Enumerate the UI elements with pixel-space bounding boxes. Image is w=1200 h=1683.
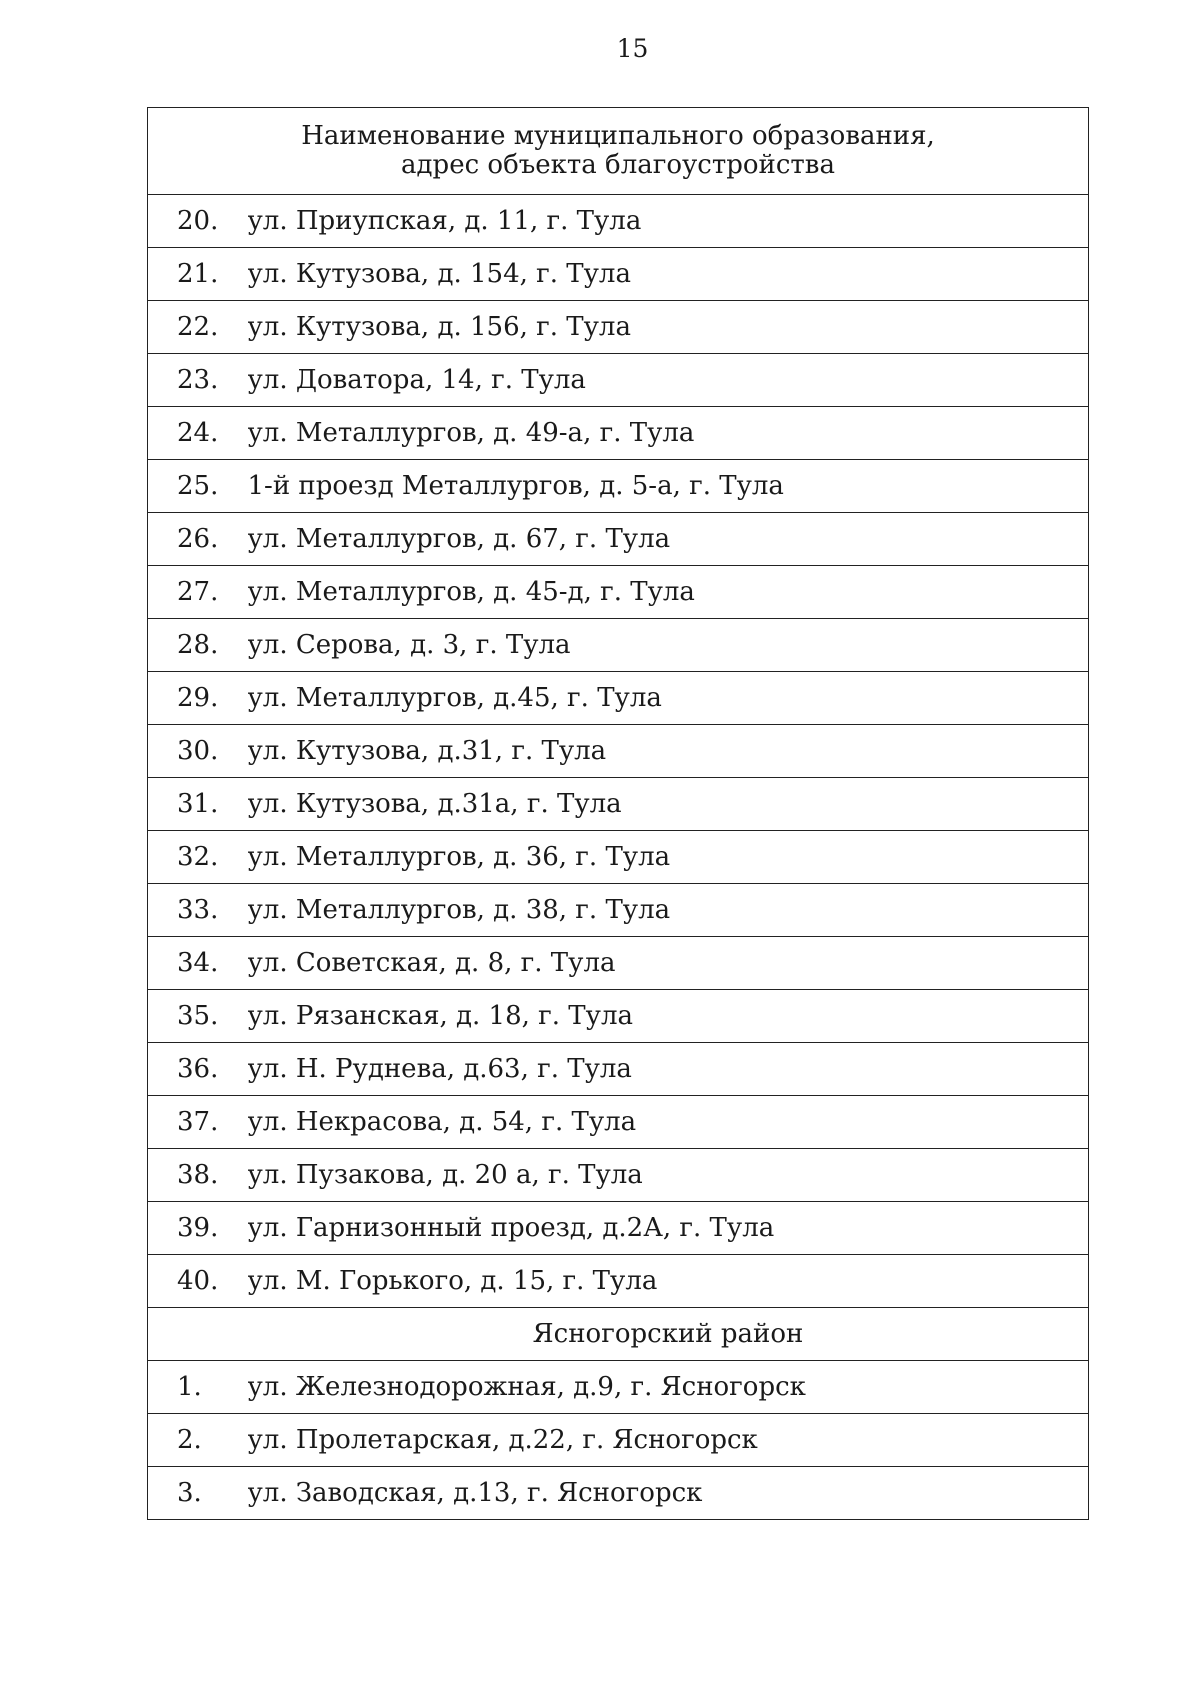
row-number: 39. — [148, 1202, 248, 1255]
row-address: 1-й проезд Металлургов, д. 5-а, г. Тула — [248, 460, 1089, 513]
row-number: 21. — [148, 248, 248, 301]
table-row — [148, 301, 1089, 354]
table-row — [148, 566, 1089, 619]
table-row — [148, 513, 1089, 566]
row-number: 37. — [148, 1096, 248, 1149]
table-row — [148, 1043, 1089, 1096]
row-number: 23. — [148, 354, 248, 407]
table-row — [148, 1255, 1089, 1308]
row-address: ул. Кутузова, д. 156, г. Тула — [248, 301, 1089, 354]
row-address: ул. Серова, д. 3, г. Тула — [248, 619, 1089, 672]
table-row — [148, 354, 1089, 407]
row-number: 22. — [148, 301, 248, 354]
row-address: ул. Доватора, 14, г. Тула — [248, 354, 1089, 407]
row-number: 32. — [148, 831, 248, 884]
table-row — [148, 1361, 1089, 1414]
row-number: 40. — [148, 1255, 248, 1308]
row-number: 3. — [148, 1467, 248, 1520]
table-row — [148, 1202, 1089, 1255]
table-row — [148, 672, 1089, 725]
row-address: ул. Пузакова, д. 20 а, г. Тула — [248, 1149, 1089, 1202]
table-row — [148, 990, 1089, 1043]
row-address: ул. Кутузова, д. 154, г. Тула — [248, 248, 1089, 301]
page-number: 15 — [616, 34, 649, 63]
table-row — [148, 460, 1089, 513]
table-row — [148, 407, 1089, 460]
address-table — [147, 107, 1089, 1520]
row-number: 1. — [148, 1361, 248, 1414]
table-row — [148, 195, 1089, 248]
section-title: Ясногорский район — [148, 1308, 1089, 1361]
row-number: 28. — [148, 619, 248, 672]
table-row — [148, 725, 1089, 778]
row-number: 38. — [148, 1149, 248, 1202]
row-address: ул. Кутузова, д.31, г. Тула — [248, 725, 1089, 778]
table-body — [148, 108, 1089, 1520]
row-number: 30. — [148, 725, 248, 778]
row-number: 20. — [148, 195, 248, 248]
row-address: ул. Приупская, д. 11, г. Тула — [248, 195, 1089, 248]
row-address: ул. Металлургов, д. 49-а, г. Тула — [248, 407, 1089, 460]
table-header-cell — [148, 108, 1089, 195]
row-number: 36. — [148, 1043, 248, 1096]
header-title-line1: Наименование муниципального образования, — [301, 121, 935, 152]
row-number: 27. — [148, 566, 248, 619]
table-row — [148, 884, 1089, 937]
header-title-line2: адрес объекта благоустройства — [401, 150, 835, 180]
row-address: ул. Металлургов, д. 45-д, г. Тула — [248, 566, 1089, 619]
row-number: 26. — [148, 513, 248, 566]
table-row — [148, 1414, 1089, 1467]
table-row — [148, 1467, 1089, 1520]
row-number: 29. — [148, 672, 248, 725]
row-number: 34. — [148, 937, 248, 990]
table-row — [148, 1096, 1089, 1149]
row-number: 35. — [148, 990, 248, 1043]
table-row — [148, 831, 1089, 884]
row-address: ул. Рязанская, д. 18, г. Тула — [248, 990, 1089, 1043]
section-row — [148, 1308, 1089, 1361]
row-address: ул. Металлургов, д. 36, г. Тула — [248, 831, 1089, 884]
row-address: ул. Гарнизонный проезд, д.2А, г. Тула — [248, 1202, 1089, 1255]
row-number: 33. — [148, 884, 248, 937]
table-row — [148, 619, 1089, 672]
row-address: ул. Заводская, д.13, г. Ясногорск — [248, 1467, 1089, 1520]
table-row — [148, 937, 1089, 990]
row-address: ул. Пролетарская, д.22, г. Ясногорск — [248, 1414, 1089, 1467]
row-address: ул. Металлургов, д. 38, г. Тула — [248, 884, 1089, 937]
row-address: ул. Металлургов, д. 67, г. Тула — [248, 513, 1089, 566]
row-address: ул. Некрасова, д. 54, г. Тула — [248, 1096, 1089, 1149]
row-address: ул. Железнодорожная, д.9, г. Ясногорск — [248, 1361, 1089, 1414]
row-address: ул. М. Горького, д. 15, г. Тула — [248, 1255, 1089, 1308]
row-number: 25. — [148, 460, 248, 513]
table-header-row — [148, 108, 1089, 195]
row-address: ул. Кутузова, д.31а, г. Тула — [248, 778, 1089, 831]
row-number: 2. — [148, 1414, 248, 1467]
row-address: ул. Металлургов, д.45, г. Тула — [248, 672, 1089, 725]
table-row — [148, 248, 1089, 301]
table-row — [148, 1149, 1089, 1202]
row-number: 31. — [148, 778, 248, 831]
row-number: 24. — [148, 407, 248, 460]
row-address: ул. Н. Руднева, д.63, г. Тула — [248, 1043, 1089, 1096]
table-row — [148, 778, 1089, 831]
row-address: ул. Советская, д. 8, г. Тула — [248, 937, 1089, 990]
